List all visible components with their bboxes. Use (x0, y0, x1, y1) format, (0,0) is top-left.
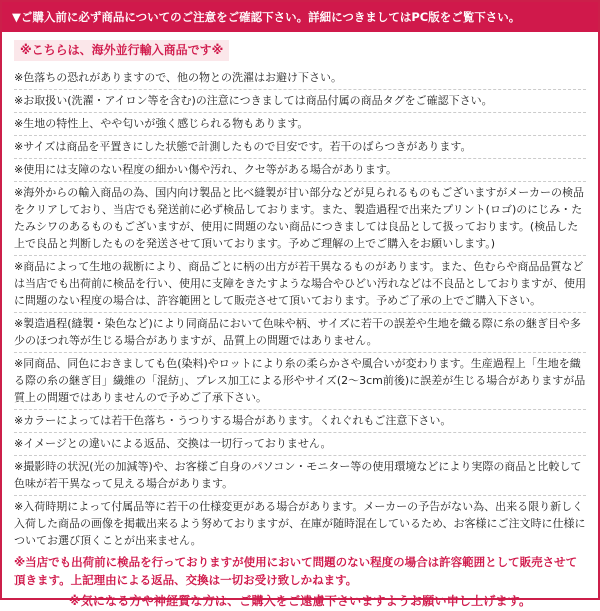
notice-item: ※イメージとの違いによる返品、交換は一切行っておりません。 (14, 433, 586, 456)
notice-body (2, 32, 598, 611)
notice-item: ※商品によって生地の裁断により、商品ごとに柄の出方が若干異なるものがあります。また、色むらや商品品質などは当店でも出荷前に検品を行い、使用に支障をきたすような場合やひどい汚れなどは不良品としておりますが、使用に問題のない程度の場合は、許容範囲として販売させて頂いております。予めご了承の上でご購入下さい。 (14, 256, 586, 313)
notice-header: ▼ご購入前に必ず商品についてのご注意をご確認下さい。詳細につきましてはPC版をご覧下さい。 (2, 2, 598, 32)
notice-item: ※お取扱い(洗濯・アイロン等を含む)の注意につきましては商品付属の商品タグをご確認下さい。 (14, 90, 586, 113)
notice-item: ※海外からの輸入商品の為、国内向け製品と比べ縫製が甘い部分などが見られるものもございますがメーカーの検品をクリアしており、当店でも発送前に必ず検品しております。また、製造過程で出来たプリント(ロゴ)のにじみ・たたみシワのあるものもございますが、使用に問題のない商品につきましては良品として扱っております。(検品した上で良品と判断したものを発送させて頂いております。予めご理解の上でご購入をお願いします。) (14, 182, 586, 256)
notice-item: ※使用には支障のない程度の細かい傷や汚れ、クセ等がある場合があります。 (14, 159, 586, 182)
notice-item: ※同商品、同色におきましても色(染料)やロットにより糸の柔らかさや風合いが変わります。生産過程上「生地を織る際の糸の継ぎ目」繊維の「混紡」、プレス加工による形やサイズ(2〜3cm前後)に誤差が生じる場合がありますが品質上の問題ではありませんので予めご了承下さい。 (14, 353, 586, 410)
notice-item: ※カラーによっては若干色落ち・うつりする場合があります。くれぐれもご注意下さい。 (14, 410, 586, 433)
import-notice-subtitle: ※こちらは、海外並行輸入商品です※ (14, 40, 229, 61)
return-policy-notice: ※当店でも出荷前に検品を行っておりますが使用において問題のない程度の場合は許容範囲として販売させて頂きます。上記理由による返品、交換は一切お受け致しかねます。 (14, 555, 578, 587)
notice-item: ※生地の特性上、やや匂いが強く感じられる物もあります。 (14, 113, 586, 136)
notice-item: ※入荷時期によって付属品等に若干の仕様変更がある場合があります。メーカーの予告がない為、出来る限り新しく入荷した商品の画像を掲載出来るよう努めておりますが、在庫が随時混在しているため、お客様にご注文時に仕様についてお選び頂くことが出来ません。 (14, 500, 586, 547)
final-request: ※気になる方や神経質な方は、ご購入をご遠慮下さいますようお願い申し上げます。 (68, 594, 532, 608)
notice-item: ※製造過程(縫製・染色など)により同商品において色味や柄、サイズに若干の誤差や生地を織る際に糸の継ぎ目や多少のほつれ等が生じる場合がありますが、品質上の問題ではありません。 (14, 313, 586, 353)
notice-item: ※サイズは商品を平置きにした状態で計測したもので目安です。若干のばらつきがあります。 (14, 136, 586, 159)
notice-item: ※撮影時の状況(光の加減等)や、お客様ご自身のパソコン・モニター等の使用環境などにより実際の商品と比較して色味が若干異なって見える場合があります。 (14, 456, 586, 496)
notice-list (14, 67, 586, 552)
notice-item: ※色落ちの恐れがありますので、他の物との洗濯はお避け下さい。 (14, 67, 586, 90)
